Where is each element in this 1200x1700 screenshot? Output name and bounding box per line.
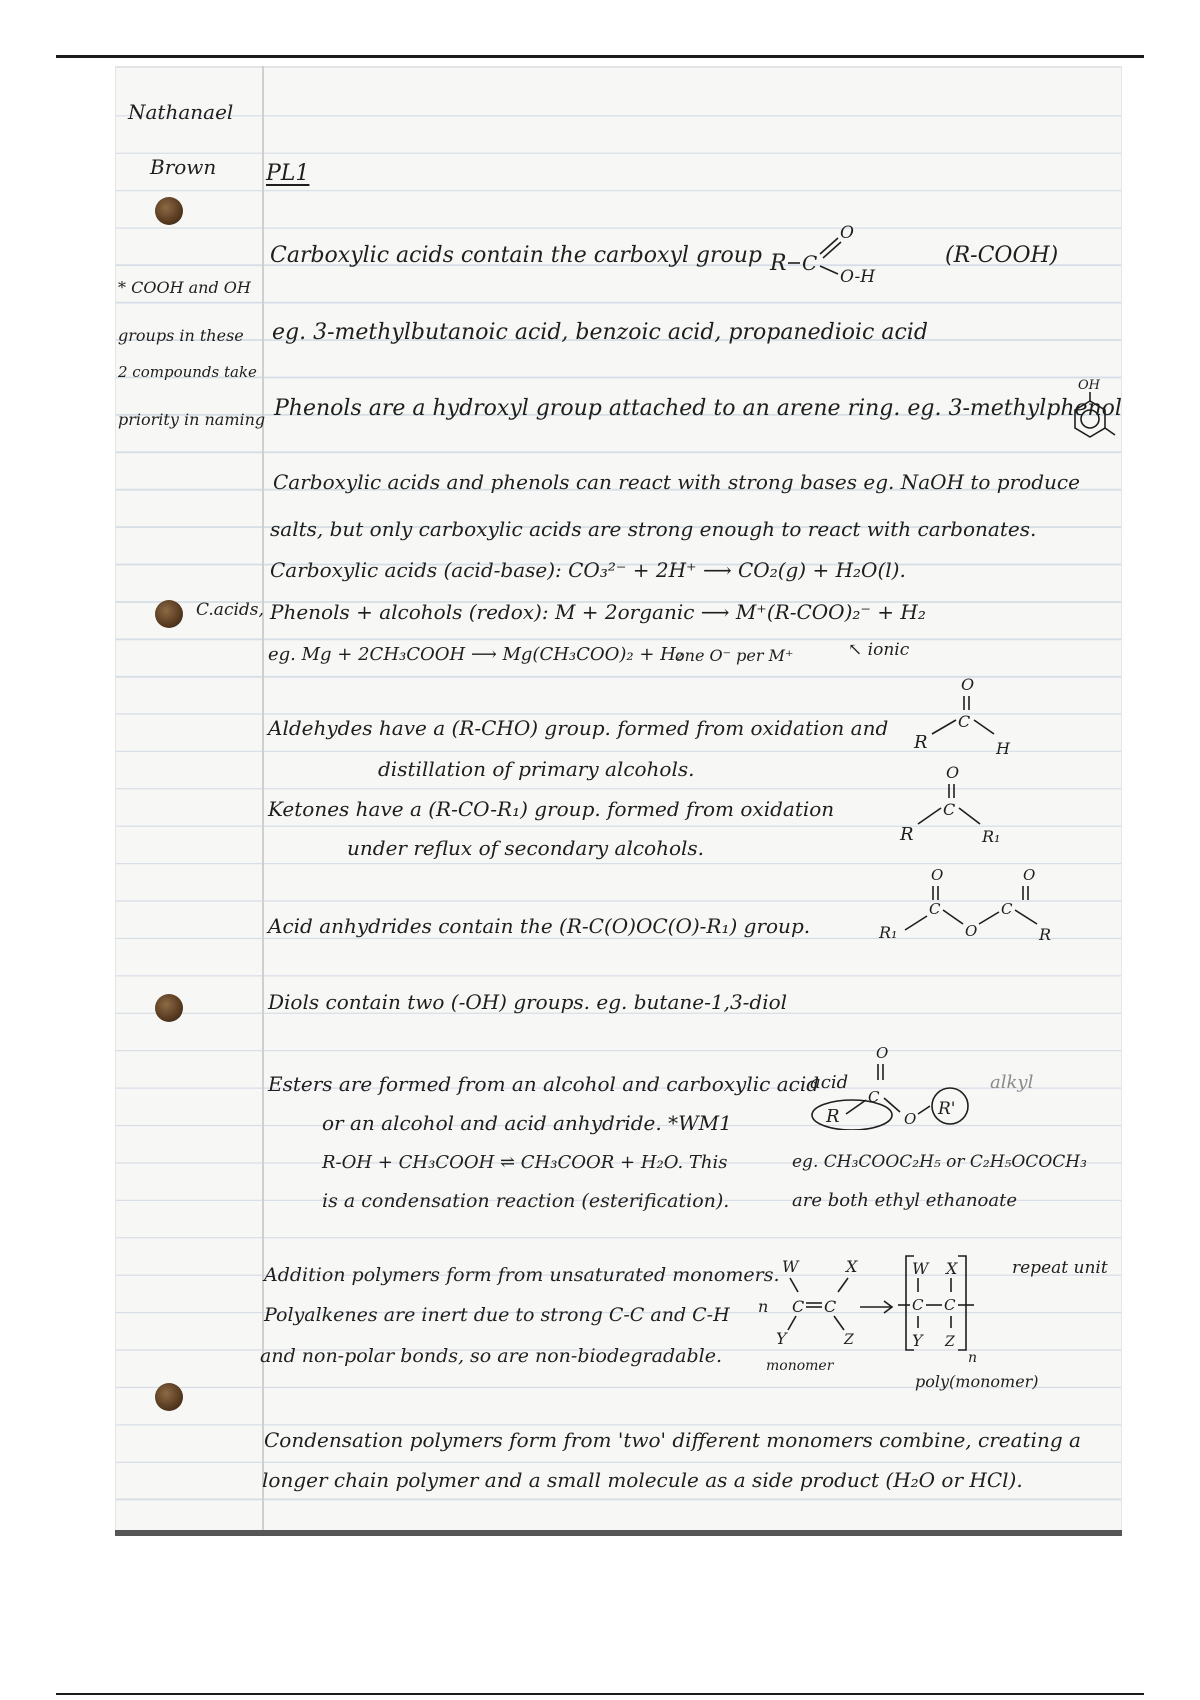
anhydride-bridge-o: O [965,922,978,940]
margin-note-line: priority in naming [118,410,266,429]
repeat-w: W [912,1259,929,1278]
carboxyl-r: R [770,251,787,276]
addition-line-2: Polyalkenes are inert due to strong C-C and C-H [264,1304,730,1326]
ketone-r1: R₁ [982,827,1001,846]
anhydrides-line: Acid anhydrides contain the (R-C(O)OC(O)-R₁) group. [268,914,811,938]
phenol-diagram [1060,375,1124,465]
anhydride-r: R [1039,925,1052,944]
aldehyde-h: H [996,739,1010,758]
ester-example-1: eg. CH₃COOC₂H₅ or C₂H₅OCOCH₃ [792,1152,1087,1172]
carboxyl-c: C [802,251,818,275]
esters-line-2: or an alcohol and acid anhydride. *WM1 [322,1111,732,1135]
repeat-n: n [968,1350,978,1366]
bases-line-1: Carboxylic acids and phenols can react with strong bases eg. NaOH to produce [273,470,1080,494]
punch-hole [155,600,183,628]
alkyl-label: alkyl [990,1072,1034,1093]
repeat-c2: C [944,1296,956,1314]
aldehydes-line-2: distillation of primary alcohols. [378,757,695,781]
magnesium-example: eg. Mg + 2CH₃COOH ⟶ Mg(CH₃COO)₂ + H₂ [268,644,684,665]
repeat-x: X [946,1259,958,1278]
anhydride-c: C [929,900,941,918]
monomer-n: n [758,1297,769,1316]
ester-r: R [826,1106,840,1127]
carboxyl-oh: O-H [840,267,876,286]
addition-line-1: Addition polymers form from unsaturated monomers. [264,1264,780,1286]
margin-note-line: groups in these [118,326,244,345]
ester-diagram [800,1040,1000,1130]
author-first-name: Nathanael [128,100,234,124]
ketone-o: O [946,763,960,782]
example-acids: eg. 3-methylbutanoic acid, benzoic acid, propanedioic acid [272,320,928,345]
poly-label: poly(monomer) [915,1372,1039,1391]
ester-bridge-o: O [904,1110,917,1128]
repeat-unit-label: repeat unit [1012,1258,1108,1278]
author-last-name: Brown [150,155,217,179]
phenol-oh: OH [1078,378,1100,393]
anhydride-r1: R₁ [879,923,898,942]
one-o-per-m: one O⁻ per M⁺ [675,646,794,665]
anhydride-c2: C [1001,900,1013,918]
carboxyl-o: O [840,223,854,243]
anhydride-o: O [931,866,944,884]
acid-label: acid [810,1072,849,1093]
bases-line-2: salts, but only carboxylic acids are strong enough to react with carbonates. [270,517,1037,541]
aldehyde-c: C [958,712,971,731]
monomer-c2: C [824,1297,837,1316]
aldehyde-o: O [961,675,975,694]
esters-line-1: Esters are formed from an alcohol and carboxylic acid [268,1072,820,1096]
carboxyl-group-diagram [768,218,918,286]
aldehyde-r: R [914,732,928,753]
monomer-c1: C [792,1297,805,1316]
margin-note-cacids: C.acids, [196,600,264,620]
aldehydes-line-1: Aldehydes have a (R-CHO) group. formed from oxidation and [268,716,889,740]
punch-hole [155,1383,183,1411]
condensation-line-2: longer chain polymer and a small molecule as a side product (H₂O or HCl). [262,1468,1023,1492]
page-heading: PL1 [266,161,310,186]
ketone-r: R [900,824,914,845]
anhydride-diagram [875,860,1075,950]
ester-o: O [876,1044,889,1062]
ester-r1: R' [938,1099,956,1119]
condensation-line-1: Condensation polymers form from 'two' different monomers combine, creating a [264,1428,1081,1452]
margin-note-line: 2 compounds take [118,363,257,381]
monomer-label: monomer [766,1358,834,1374]
monomer-x: X [846,1257,858,1276]
ester-example-2: are both ethyl ethanoate [792,1190,1017,1211]
carboxylic-formula: (R-COOH) [945,243,1059,268]
ketones-line-1: Ketones have a (R-CO-R₁) group. formed from oxidation [268,797,835,821]
acid-base-equation: Carboxylic acids (acid-base): CO₃²⁻ + 2H⁺ ⟶ CO₂(g) + H₂O(l). [270,558,906,582]
margin-note-line: * COOH and OH [118,278,251,297]
phenols-line: Phenols are a hydroxyl group attached to an arene ring. eg. 3-methylphenol [274,396,1122,421]
repeat-y: Y [912,1331,923,1350]
monomer-y: Y [776,1329,787,1348]
punch-hole [155,994,183,1022]
repeat-z: Z [945,1334,955,1350]
ketones-line-2: under reflux of secondary alcohols. [347,836,705,860]
top-rule [56,55,1144,58]
addition-line-3: and non-polar bonds, so are non-biodegradable. [260,1345,722,1367]
esters-line-4: is a condensation reaction (esterification). [322,1190,730,1212]
anhydride-o2: O [1023,866,1036,884]
esters-line-3: R-OH + CH₃COOH ⇌ CH₃COOR + H₂O. This [322,1152,728,1173]
carboxylic-line: Carboxylic acids contain the carboxyl group [270,243,763,268]
redox-equation: Phenols + alcohols (redox): M + 2organic ⟶ M⁺(R-COO)₂⁻ + H₂ [270,600,926,624]
monomer-w: W [782,1257,799,1276]
page-edge [115,1530,1122,1536]
ionic-note: ↖ ionic [848,640,910,660]
repeat-c1: C [912,1296,924,1314]
monomer-z: Z [844,1332,854,1348]
ketone-c: C [943,800,956,819]
ketone-diagram [888,760,1018,860]
diols-line: Diols contain two (-OH) groups. eg. butane-1,3-diol [268,990,788,1014]
punch-hole [155,197,183,225]
bottom-rule [56,1693,1144,1695]
ester-c: C [868,1088,880,1106]
aldehyde-diagram [900,672,1030,772]
